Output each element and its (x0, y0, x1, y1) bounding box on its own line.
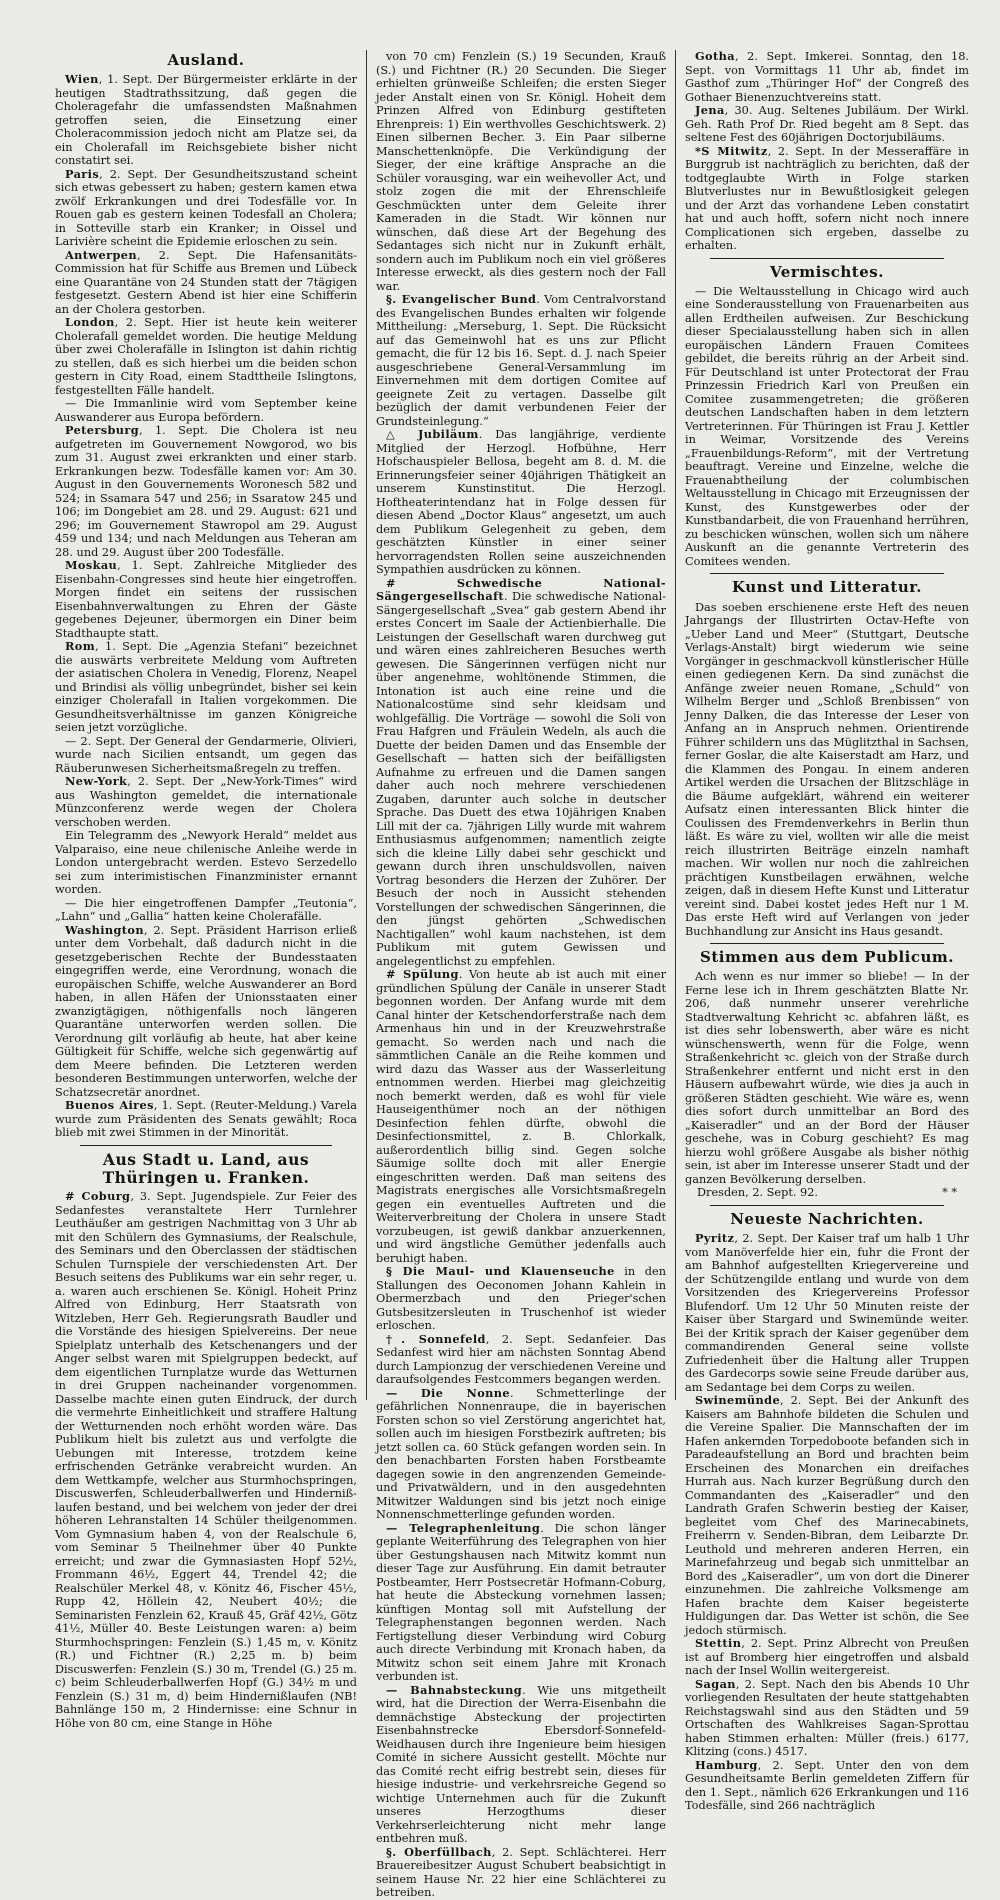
article-text: — Die hier eingetroffenen Dampfer „Teutonia“, „Lahn“ und „Gallia“ hatten keine Cholerafälle. (55, 896, 357, 924)
article-paragraph (685, 50, 969, 104)
column-2 (366, 50, 675, 1899)
article-dateline: Paris (65, 166, 100, 181)
section-title-neueste: Neueste Nachrichten. (730, 1209, 924, 1228)
divider (80, 1145, 332, 1146)
local-articles (376, 50, 666, 1900)
article-dateline: # Coburg (65, 1189, 131, 1204)
divider (710, 258, 944, 259)
article-paragraph (376, 1387, 666, 1522)
article-text: — Die Immanlinie wird vom September keine Auswanderer aus Europa befördern. (55, 397, 357, 424)
article-text: . Die schwedische National-Sängergesellschaft „Svea“ gab gestern Abend ihr erstes Concert im Saale der Actienbierhalle. Die Leistungen der Gesellschaft waren durchweg gut und wären eines zahlreicheren Besuches werth gewesen. Die Sängerinnen verfügen nicht nur über angenehme, wohltönende Stimmen, die Intonation ist auch eine reine und die Nationalcostüme sind sehr kleidsam und wohlgefällig. Die Vorträge — sowohl die Soli von Frau Hafgren und Fräulein Wedeln, als auch die Duette der beiden Damen und das Ensemble der Gesellschaft — hatten sich der beifälligsten Aufnahme zu erfreuen und die Damen sangen daher auch noch mehrere verschiedenen Zugaben, darunter auch solche in deutscher Sprache. Das Duett des etwa 10jährigen Knaben Lill mit der ca. 7jährigen Lilly wurde mit wahrem Enthusiasmus aufgenommen; namentlich zeigte sich die kleine Lilly dabei sehr geschickt und gewann durch ihren unschuldsvollen, naiven Vortrag besonders die Herzen der Zuhörer. Der Besuch der noch in Aussicht stehenden Vorstellungen der schwedischen Sängerinnen, die den jüngst gehörten „Schwedischen Nachtigallen“ wohl kaum nachstehen, ist dem Publikum mit gutem Gewissen und angelegentlichst zu empfehlen. (376, 590, 666, 968)
column-3 (675, 49, 978, 1812)
article-paragraph (685, 104, 969, 145)
article-dateline: Jena (695, 103, 725, 117)
article-dateline: *S Mitwitz (695, 143, 768, 158)
article-text: , 1. Sept. Die Cholera ist neu aufgetreten im Gouvernement Nowgorod, wo bis zum 31. August zwei erkrankten und einer starb. Erkrankungen bezw. Todesfälle kamen vor: Am 30. August in den Gouvernements Woronesch 582 und 524; in Ssamara 547 und 256; in Ssaratow 245 und 106; im Dongebiet am 28. und 29. August: 621 und 296; im Gouvernement Stawropol am 29. August 459 und 134; und nach Meldungen aus Teheran am 28. und 29. August über 200 Todesfälle. (55, 424, 357, 559)
article-paragraph (685, 1394, 969, 1637)
article-dateline: Wien (65, 72, 99, 87)
article-paragraph (376, 1265, 666, 1333)
article-paragraph (685, 1759, 969, 1813)
article-paragraph (685, 1678, 969, 1759)
article-paragraph (376, 293, 666, 428)
article-dateline: Buenos Aires (65, 1098, 154, 1113)
article-paragraph (55, 829, 357, 897)
article-paragraph (376, 1333, 666, 1387)
signature-place-date: Dresden, 2. Sept. 92. (697, 1186, 819, 1200)
article-dateline: — Bahnabsteckung (386, 1682, 523, 1697)
article-text: , 1. Sept. Die „Agenzia Stefani“ bezeichnet die auswärts verbreitete Meldung vom Auftreten der asiatischen Cholera in Venedig, Florenz, Neapel und Brindisi als völlig unbegründet, bisher sei kein einziger Cholerafall in Italien vorgekommen. Die Gesundheitsverhältnisse im ganzen Königreiche seien jetzt vorzügliche. (55, 640, 357, 735)
article-dateline: Stettin (695, 1636, 742, 1650)
article-paragraph (55, 316, 357, 397)
article-paragraph (685, 285, 969, 569)
section-title-stadt-land: Aus Stadt u. Land, aus Thüringen u. Franken. (102, 1149, 310, 1187)
article-text: , 2. Sept. Präsident Harrison erließ unter dem Vorbehalt, daß dadurch nicht in die gesetzgeberischen Rechte der Bundesstaaten eingegriffen werde, eine Verordnung, wonach die europäischen Schiffe, welche Auswanderer an Bord haben, in allen Häfen der Unionsstaaten einer zwanzigtägigen, nöthigenfalls noch längeren Quarantäne unterworfen werden sollen. Die Verordnung gilt vorläufig ab heute, hat aber keine Gültigkeit für Schiffe, welche sich gegenwärtig auf dem Meere befinden. Die Letzteren werden besonderen Bestimmungen unterworfen, welche der Schatzsecretär anordnet. (55, 923, 357, 1099)
article-text: , 2. Sept. Sedanfeier. Das Sedanfest wird hier am nächsten Sonntag Abend durch Lampionzug der verschiedenen Vereine und daraufsolgendes Festcommers begangen werden. (376, 1332, 666, 1386)
divider (710, 943, 944, 944)
article-dateline: †. Sonnefeld (386, 1331, 486, 1346)
article-text: . Schmetterlinge der gefährlichen Nonnenraupe, die in bayerischen Forsten schon so viel Zerstörung angerichtet hat, sollen auch im hiesigen Forstbezirk auftreten; bis jetzt sollen ca. 60 Stück gefangen worden sein. In den benachbarten Forsten haben Forstbeamte dagegen sowie in den angrenzenden Gemeinde- und Privatwäldern, und in den ausgedehnten Mitwitzer Waldungen sind bis jetzt noch einige Nonnenschmetterlinge gefunden worden. (376, 1386, 666, 1521)
signature-mark: * * (942, 1186, 957, 1200)
stimmen-articles (685, 970, 969, 1186)
article-text: . Von heute ab ist auch mit einer gründlichen Spülung der Canäle in unserer Stadt begonnen worden. Der Anfang wurde mit dem Canal hinter der Ketschendorferstraße nach dem Armenhaus hin und in der Kreuzwehrstraße gemacht. So werden nach und nach die sämmtlichen Canäle an die Reihe kommen und wird dazu das Wasser aus der Wasserleitung entnommen werden. Hierbei mag gleichzeitig noch bemerkt werden, daß es wohl für viele Hauseigenthümer noch an der nöthigen Desinfection fehlen dürfte, obwohl die Desinfectionsmittel, z. B. Chlorkalk, außerordentlich billig sind. Gegen solche Säumige sollte doch mit aller Energie eingeschritten werden. Daß man seitens des Magistrats energisches alle Vorsichtsmaßregeln gegen ein eventuelles Auftreten und die Weiterverbreitung der Cholera in unsere Stadt vorzubeugen, ist gewiß dankbar anzuerkennen, und wird ängstliche Gemüther jedenfalls auch beruhigt haben. (376, 968, 666, 1265)
article-text: . Wie uns mitgetheilt wird, hat die Direction der Werra-Eisenbahn die demnächstige Absteckung der projectirten Eisenbahnstrecke Ebersdorf-Sonnefeld-Weidhausen durch ihre Ingenieure beim hiesigen Comité in sichere Aussicht gestellt. Möchte nur das Comité recht eifrig bestrebt sein, dieses für hiesige industrie- und verkehrsreiche Gegend so wichtige Unternehmen auch für die Zukunft unseres Herzogthums dieser Verkehrserleichterung nicht mehr lange entbehren muß. (376, 1683, 666, 1845)
article-text: , 3. Sept. Jugendspiele. Zur Feier des Sedanfestes veranstaltete Herr Turnlehrer Leuthäußer am gestrigen Nachmittag von 3 Uhr ab mit den Schülern des Gymnasiums, der Realschule, des Seminars und den Oberclassen der städtischen Schulen Turnspiele der verschiedensten Art. Der Besuch seitens des Publikums war ein sehr reger, u. a. waren auch erschienen Se. Königl. Hoheit Prinz Alfred von Edinburg, Herr Staatsrath von Witzleben, Herr Geh. Regierungsrath Baudler und die Vorstände des hiesigen Spielvereins. Der neue Spielplatz unterhalb des Ketschenangers und der Anger selbst waren mit Spielgruppen bedeckt, auf dem eigentlichen Turnplatze wurde das Wetturnen in drei Gruppen nacheinander vorgenommen. Dasselbe machte einen guten Eindruck, der durch die vermehrte Einheitlichkeit und straffere Haltung der Wetturnenden noch erhöht worden wäre. Das Publikum hielt bis zuletzt aus und verfolgte die Uebungen mit Interesse, trotzdem keine erfrischenden Getränke verabreicht wurden. An dem Wettkampfe, welcher aus Sturmhochspringen, Discuswerfen, Schleuderballwerfen und Hinderniß-laufen bestand, und bei welchem von jeder der drei höheren Lehranstalten 14 Schüler theilgenommen. Vom Gymnasium haben 4, von der Realschule 6, vom Seminar 5 Theilnehmer über 40 Punkte erreicht; und zwar die Gymnasiasten Hopf 52½, Frommann 46½, Eggert 44, Trendel 42; die Realschüler Merkel 48, v. Könitz 46, Fischer 45½, Rupp 42, Höllein 42, Neubert 40½; die Seminaristen Fenzlein 62, Krauß 45, Gräf 42½, Götz 41½, Müller 40. Beste Leistungen waren: a) beim Sturmhochspringen: Fenzlein (S.) 1,45 m, v. Könitz (R.) und Fichtner (R.) 2,25 m. b) beim Discuswerfen: Fenzlein (S.) 30 m, Trendel (G.) 25 m. c) beim Schleuderballwerfen Hopf (G.) 34½ m und Fenzlein (S.) 31 m, d) beim Hindernißlaufen (NB! Bahnlänge 150 m, 2 Hindernisse: eine Schnur in Höhe von 80 cm, eine Stange in Höhe (55, 1190, 358, 1730)
regional-articles (685, 50, 969, 253)
article-paragraph (376, 1522, 666, 1684)
article-text: — Die Weltausstellung in Chicago wird auch eine Sonderausstellung von Frauenarbeiten aus allen Erdtheilen aufweisen. Zur Beschickung dieser Specialausstellung haben sich in allen europäischen Ländern Frauen Comitees gebildet, die bereits rührig an der Arbeit sind. Für Deutschland ist unter Protectorat der Frau Prinzessin Friedrich Karl von Preußen ein Comitee zusammengetreten; die größeren deutschen Landschaften haben in dem letztern Vertreterinnen. Für Thüringen ist Frau J. Kettler in Weimar, Vorsitzende des Vereins „Frauenbildungs-Reform“, mit der Vertretung beauftragt. Vereine und Einzelne, welche die Frauenabtheilung der columbischen Weltausstellung in Chicago mit Erzeugnissen der Kunst, des Kunstgewerbes oder der Kunstbandarbeit, die von Frauenhand herrühren, zu beschicken wünschen, wollen sich um nähere Auskunft an die genannte Vertreterin des Comitees wenden. (685, 284, 969, 568)
article-paragraph (685, 145, 969, 253)
article-dateline: Gotha (695, 49, 735, 63)
article-text: . Die schon länger geplante Weiterführung des Telegraphen von hier über Gestungshausen nach Mitwitz kommt nun dieser Tage zur Ausführung. Ein damit betrauter Postbeamter, Herr Postsecretär Hofmann-Coburg, hat heute die Absteckung vornehmen lassen; künftigen Montag soll mit Aufstellung der Telegraphenstangen begonnen werden. Nach Fertigstellung dieser Verbindung wird Coburg auch directe Verbindung mit Kronach haben, da Mitwitz schon seit einem Jahre mit Kronach verbunden ist. (376, 1521, 666, 1683)
article-paragraph (685, 601, 969, 939)
article-text: Ein Telegramm des „Newyork Herald“ meldet aus Valparaiso, eine neue chilenische Anleihe werde in London untergebracht werden. Estevo Serzedello sei zum interimistischen Finanzminister ernannt worden. (55, 829, 357, 897)
article-paragraph (55, 73, 357, 168)
article-dateline: § Die Maul- und Klauenseuche (386, 1264, 615, 1278)
article-text: , 2. Sept. Der Kaiser traf um halb 1 Uhr vom Manöverfelde hier ein, fuhr die Front der am Bahnhof aufgestellten Kriegervereine und der Schützengilde entlang und wurde von dem Vorsitzenden des Kriegervereins Professor Blufendorf. Um 12 Uhr 50 Minuten reiste der Kaiser über Stargard und Swinemünde weiter. Bei der Kritik sprach der Kaiser gegenüber dem commandirenden General seine vollste Zufriedenheit über die Haltung aller Truppen des Gardecorps sowie seine Freude darüber aus, am Sedantage bei dem Corps zu weilen. (685, 1232, 969, 1394)
article-text: Das soeben erschienene erste Heft des neuen Jahrgangs der Illustrirten Octav-Hefte von „Ueber Land und Meer“ (Stuttgart, Deutsche Verlags-Anstalt) birgt wiederum wie seine Vorgänger in geschmackvoll künstlerischer Hülle einen gediegenen Kern. Da sind zunächst die Anfänge zweier neuen Romane, „Schuld“ von Wilhelm Berger und „Schloß Brenbissen“ von Jenny Dalken, die das Interesse der Leser von Anfang an in Anspruch nehmen. Orientirende Führer schildern uns das Müglitzthal in Sachsen, ferner Goslar, die alte Kaiserstadt am Harz, und die Klammen des Pongau. In einem anderen Artikel werden die Ursachen der Blitzschläge in die Bäume aufgeklärt, während ein weiterer Aufsatz einen interessanten Blick hinter die Coulissen des Fremdenverkehrs in Berlin thun läßt. Es wäre zu viel, wollten wir alle die meist reich illustrirten Beiträge einzeln namhaft machen. Wir wollen nur noch die zahlreichen prächtigen Kunstbeilagen erwähnen, welche zeigen, daß in diesem Hefte Kunst und Litteratur vereint sind. Dabei kostet jedes Heft nur 1 M. Das erste Heft wird auf Verlangen von jeder Buchhandlung zur Ansicht ins Haus gesandt. (685, 600, 969, 938)
vermischtes-articles (685, 285, 969, 569)
section-title-vermischtes: Vermischtes. (770, 262, 884, 281)
neueste-articles (685, 1232, 969, 1813)
article-paragraph (376, 968, 666, 1265)
article-text: — 2. Sept. Der General der Gendarmerie, Olivieri, wurde nach Sicilien entsandt, um gegen das Räuberunwesen Sicherheitsmaßregeln zu treffen. (55, 734, 357, 775)
article-paragraph (376, 428, 666, 577)
article-paragraph (55, 397, 357, 424)
article-text: von 70 cm) Fenzlein (S.) 19 Secunden, Krauß (S.) und Fichtner (R.) 20 Secunden. Die Sieger erhielten grünweiße Schleifen; die ersten Sieger jeder Anstalt einen von Sr. Königl. Hoheit dem Prinzen Alfred von Edinburg gestifteten Ehrenpreis: 1) Ein werthvolles Geschichtswerk. 2) Einen silbernen Becher. 3. Ein Paar silberne Manschettenknöpfe. Die Verkündigung der Sieger, der eine kräftige Ansprache an die Schüler vorausging, war ein weihevoller Act, und stolz zogen die mit der Ehrenschleife Geschmückten unter dem Geleite ihrer Kameraden in die Stadt. Wir können nur wünschen, daß diese Art der Begehung des Sedantages sich nicht nur in Zukunft erhält, sondern auch im Publikum noch ein viel größeres Interesse erweckt, als dies gestern noch der Fall war. (376, 50, 666, 293)
article-paragraph (55, 1099, 357, 1140)
article-paragraph (376, 1684, 666, 1846)
article-dateline: — Telegraphenleitung (386, 1520, 541, 1535)
kunst-articles (685, 601, 969, 939)
article-paragraph (55, 640, 357, 735)
section-title-stimmen: Stimmen aus dem Publicum. (700, 948, 954, 966)
article-dateline: New-York (65, 774, 128, 789)
article-text: , 2. Sept. Bei der Ankunft des Kaisers am Bahnhofe bildeten die Schulen und die Vereine Spalier. Die Mannschaften der im Hafen ankernden Torpedoboote befanden sich in Paradeaufstellung an Bord und brachten beim Erscheinen des Monarchen ein dreifaches Hurrah aus. Nach kurzer Begrüßung durch den Commandanten des „Kaiseradler“ und den Landrath Grafen Schwerin bestieg der Kaiser, begleitet vom Chef des Marinecabinets, Freiherrn v. Senden-Bibran, dem Leibarzte Dr. Leuthold und mehreren anderen Herren, ein Marinefahrzeug und begab sich unmittelbar an Bord des „Kaiseradler“, um von dort die Dinerer einzunehmen. Die zahlreiche Volksmenge am Hafen brachte dem Kaiser begeisterte Huldigungen dar. Das Wetter ist schön, die See jedoch stürmisch. (685, 1394, 969, 1637)
article-dateline: — Die Nonne (386, 1385, 510, 1400)
divider (710, 1205, 944, 1206)
article-dateline: Hamburg (695, 1757, 758, 1772)
article-text: , 2. Sept. Die Hafensanitäts-Commission hat für Schiffe aus Bremen und Lübeck eine Quarantäne von 24 Stunden statt der 7tägigen festgesetzt. Gestern Abend ist hier eine Schifferin an der Cholera gestorben. (55, 248, 357, 316)
article-dateline: Swinemünde (695, 1393, 781, 1407)
article-paragraph (376, 577, 666, 969)
article-dateline: Moskau (65, 558, 118, 573)
article-text: , 1. Sept. (Reuter-Meldung.) Varela wurde zum Präsidenten des Senats gewählt; Roca blieb mit zwei Stimmen in der Minorität. (55, 1099, 357, 1140)
article-dateline: Sagan (695, 1676, 736, 1691)
article-dateline: Washington (65, 922, 144, 937)
article-paragraph (55, 897, 357, 924)
article-paragraph (55, 168, 357, 249)
article-paragraph (685, 970, 969, 1186)
divider (710, 573, 944, 574)
article-text: , 2. Sept. Der Gesundheitszustand scheint sich etwas gebessert zu haben; gestern kamen etwa zwölf Erkrankungen und drei Todesfälle vor. In Rouen gab es gestern keinen Todesfall an Cholera; in Sotteville starb ein Kranker; in Oissel und Larivière scheint die Epidemie erloschen zu sein. (55, 167, 357, 249)
article-paragraph (685, 1637, 969, 1678)
article-paragraph (376, 50, 666, 293)
article-dateline: # Spülung (386, 967, 459, 981)
article-paragraph (685, 1232, 969, 1394)
article-dateline: Rom (65, 639, 96, 654)
article-text: . Vom Centralvorstand des Evangelischen Bundes erhalten wir folgende Mittheilung: „Merseburg, 1. Sept. Die Rücksicht auf das Gemeinwohl hat es uns zur Pflicht gemacht, die für 12 bis 16. Sept. d. J. nach Speier ausgeschriebene General-Versammlung im Einvernehmen mit dem dortigen Comitee auf geeignete Zeit zu vertagen. Dasselbe gilt bezüglich der damit verbundenen Feier der Grundsteinlegung.“ (376, 293, 667, 428)
section-title-ausland: Ausland. (167, 51, 245, 69)
article-dateline: §. Evangelischer Bund (386, 292, 537, 306)
ausland-articles (55, 73, 357, 1140)
article-text: , 2. Sept. Hier ist heute kein weiterer Cholerafall gemeldet worden. Die heutige Meldung über zwei Cholerafälle in Islington ist dahin richtig zu stellen, daß es sich hierbei um die beiden schon gestern in City Road, einem Stadttheile Islingtons, festgestellten Fälle handelt. (55, 316, 357, 397)
article-text: , 30. Aug. Seltenes Jubiläum. Der Wirkl. Geh. Rath Prof Dr. Ried begeht am 8 Sept. das seltene Fest des 60jährigen Doctorjubiläums. (685, 104, 969, 144)
article-paragraph (55, 249, 357, 317)
section-title-kunst: Kunst und Litteratur. (732, 578, 922, 597)
stadt-articles (55, 1190, 357, 1730)
article-text: Ach wenn es nur immer so bliebe! — In der Ferne lese ich in Ihrem geschätzten Blatte Nr. 206, daß nunmehr unserer verehrliche Stadtverwaltung Kehricht ꝛc. abfahren läßt, es ist dies sehr lobenswerth, aber wäre es nicht wünschenswerth, wenn für die Folge, wenn Straßenkehricht ꝛc. gleich von der Straße durch Straßenkehrer entfernt und nicht erst in den Häusern aufbewahrt würde, wie dies ja auch in größeren Städten geschieht. Wie wäre es, wenn dies sofort durch unmittelbar an Bord des „Kaiseradler“ und an der Bord der Häuser geschehe, was in Coburg geschieht? Es mag hierzu wohl größere Ausgabe als bisher nöthig sein, ist aber im Interesse unserer Stadt und der ganzen Bevölkerung derselben. (685, 970, 969, 1186)
article-text: , 1. Sept. Der Bürgermeister erklärte in der heutigen Stadtrathssitzung, daß gegen die Choleragefahr die umfassendsten Maßnahmen getroffen seien, die Einsetzung einer Choleracommission jedoch nicht am Platze sei, da ein Cholerafall im Reichsgebiete bisher nicht constatirt sei. (55, 73, 357, 168)
article-paragraph (55, 924, 357, 1100)
article-text: , 2. Sept. Der „New-York-Times“ wird aus Washington gemeldet, die internationale Münzconferenz werde wegen der Cholera verschoben werden. (55, 775, 357, 829)
article-text: , 1. Sept. Zahlreiche Mitglieder des Eisenbahn-Congresses sind heute hier eingetroffen. Morgen findet ein seitens der russischen Eisenbahnverwaltungen zu Ehren der Gäste gegebenes Dejeuner, übermorgen ein Diner beim Stadthaupte statt. (55, 559, 357, 640)
article-text: . Das langjährige, verdiente Mitglied der Herzogl. Hofbühne, Herr Hofschauspieler Bellosa, begeht am 8. d. M. die Erinnerungsfeier seiner 40jährigen Thätigkeit an unserem Kunstinstitut. Die Herzogl. Hoftheaterintendanz hat in Folge dessen für diesen Abend „Doctor Klaus“ angesetzt, um auch dem Publikum Gelegenheit zu geben, dem geschätzten Künstler in einer seiner hervorragendsten Rollen seine auszeichnenden Sympathien ausdrücken zu können. (376, 428, 666, 576)
article-dateline: Antwerpen (65, 247, 137, 262)
article-dateline: London (65, 315, 115, 330)
column-1 (46, 50, 366, 1730)
article-paragraph (376, 1846, 666, 1900)
article-paragraph (55, 735, 357, 776)
article-paragraph (55, 775, 357, 829)
article-text: in den Stallungen des Oeconomen Johann Kahlein in Obermerzbach und den Prieger'schen Gutsbesitzersleuten in Truschenhof ist wieder erloschen. (376, 1265, 666, 1332)
article-text: , 2. Sept. Imkerei. Sonntag, den 18. Sept. von Vormittags 11 Uhr ab, findet im Gasthof zum „Thüringer Hof“ der Congreß des Gothaer Bienenzuchtvereins statt. (685, 50, 969, 104)
article-paragraph (55, 1190, 357, 1730)
article-dateline: Pyritz (695, 1231, 735, 1245)
article-dateline: Petersburg (65, 423, 140, 438)
article-text: , 2. Sept. Nach den bis Abends 10 Uhr vorliegenden Resultaten der heute stattgehabten Reichstagswahl sind aus den Städten und 59 Ortschaften des Wahlkreises Sagan-Sprottau haben Stimmen erhalten: Müller (freis.) 6177, Klitzing (cons.) 4517. (685, 1677, 969, 1758)
article-paragraph (55, 559, 357, 640)
article-dateline: △ Jubiläum (386, 427, 479, 441)
article-text: , 2. Sept. Unter den von dem Gesundheitsamte Berlin gemeldeten Ziffern für den 1. Sept., nämlich 626 Erkrankungen und 116 Todesfälle, sind 266 nachträglich (685, 1758, 969, 1812)
signature-line (685, 1186, 969, 1200)
article-paragraph (55, 424, 357, 559)
article-text: , 2. Sept. Schlächterei. Herr Brauereibesitzer August Schubert beabsichtigt in seinem Hause Nr. 22 hier eine Schlächterei zu betreiben. (376, 1845, 666, 1899)
article-text: , 2. Sept. Prinz Albrecht von Preußen ist auf Bromberg hier eingetroffen und alsbald nach der Insel Wollin weitergereist. (685, 1637, 969, 1677)
article-dateline: §. Oberfüllbach (386, 1844, 492, 1859)
article-text: , 2. Sept. In der Messeraffäre in Burggrub ist nachträglich zu berichten, daß der todtgeglaubte Wirth in Folge starken Blutverlustes nur in Bewußtlosigkeit gelegen und der Arzt das vorhandene Leben constatirt hat und auch hofft, sofern nicht noch innere Complicationen sich ergeben, dasselbe zu erhalten. (685, 144, 969, 252)
article-dateline: # Schwedische National-Sängergesellschaft (376, 575, 666, 603)
